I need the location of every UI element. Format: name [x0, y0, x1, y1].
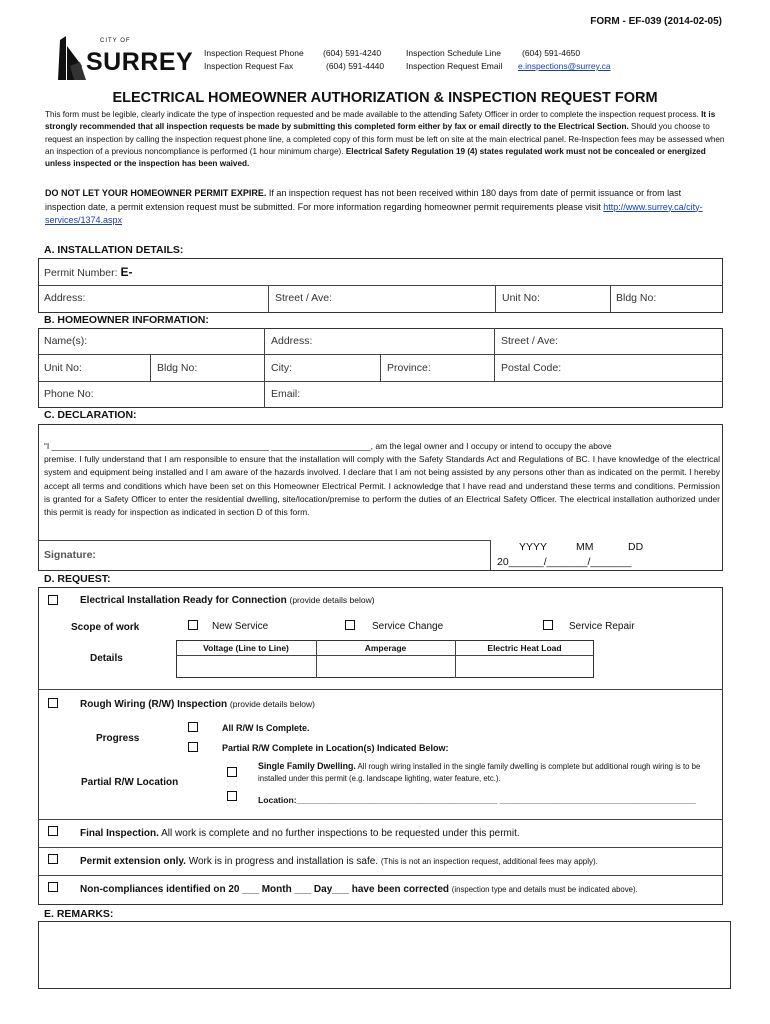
logo-name: SURREY	[86, 48, 194, 76]
details-label: Details	[90, 653, 123, 664]
phone-label: Inspection Request Phone	[204, 48, 304, 58]
section-d-title: D. REQUEST:	[44, 573, 111, 585]
section-b-title: B. HOMEOWNER INFORMATION:	[44, 314, 209, 326]
a-street-field[interactable]: Street / Ave:	[275, 292, 333, 304]
section-a-title: A. INSTALLATION DETAILS:	[44, 244, 184, 256]
b-province-field[interactable]: Province:	[387, 362, 431, 374]
eir-label: Electrical Installation Ready for Connection (provide details below)	[80, 595, 375, 606]
fax-label: Inspection Request Fax	[204, 61, 294, 71]
service-repair-checkbox[interactable]	[543, 620, 553, 630]
intro-paragraph: This form must be legible, clearly indicate the type of inspection requested and be made available to the attending Safety Officer in order to complete the inspection request process. It is strongly recommended that all inspection requests be made by submitting this completed form either by fax or email directly to the Electrical Section. Should you choose to request an inspection by calling the inspection request phone line, a completed copy of this form must be left on site at the main electrical panel. Re-Inspection fees may be assessed when an inspection of a previous noncompliance is performed (1 hour minimum charge). Electrical Safety Regulation 19 (4) states regulated work must not be concealed or energized unless inspected or the inspection has been waived.	[45, 110, 725, 169]
final-label: Final Inspection. All work is complete and no further inspections to be requested under this permit.	[80, 828, 520, 839]
form-id: FORM - EF-039 (2014-02-05)	[590, 16, 722, 27]
noncompliance-label: Non-compliances identified on 20 ___ Month ___ Day___ have been corrected (inspection type and details must be indicated above).	[80, 884, 638, 895]
all-rw-label: All R/W Is Complete.	[222, 723, 310, 733]
partial-rw-checkbox[interactable]	[188, 742, 198, 752]
rw-checkbox[interactable]	[48, 698, 58, 708]
email-link[interactable]: e.inspections@surrey.ca	[518, 61, 611, 71]
voltage-header: Voltage (Line to Line)	[203, 643, 289, 653]
noncompliance-checkbox[interactable]	[48, 882, 58, 892]
service-change-checkbox[interactable]	[345, 620, 355, 630]
date-field[interactable]: 20______/_______/_______	[497, 556, 632, 568]
b-unit-field[interactable]: Unit No:	[44, 362, 82, 374]
schedule-label: Inspection Schedule Line	[406, 48, 501, 58]
extension-label: Permit extension only. Work is in progress and installation is safe. (This is not an inspection request, additional fees may apply).	[80, 856, 598, 867]
surrey-logo	[56, 36, 194, 82]
declaration-body: premise. I fully understand that I am responsible to ensure that the installation will comply with the Safety Standards Act and Regulations of BC. I have knowledge of the electrical system and equipment being installed and I am aware of the hazards involved. I declare that I am not being assisted by any persons other than as indicated on the permit. I hereby accept all terms and conditions which have been set on this Homeowner Electrical Permit. I acknowledge that I have read and understand these terms and conditions. Permission is granted for a Safety Officer to enter the residential dwelling, site/location/premise to perform the duties of an Electrical Safety Officer. The electrical installation authorized under this permit is ready for inspection as indicated in section D of this form.	[44, 454, 720, 518]
section-e-title: E. REMARKS:	[44, 908, 114, 920]
schedule-value: (604) 591-4650	[522, 48, 581, 58]
heat-load-header: Electric Heat Load	[487, 643, 562, 653]
b-city-field[interactable]: City:	[271, 362, 292, 374]
partial-loc-label: Partial R/W Location	[81, 777, 179, 788]
final-checkbox[interactable]	[48, 826, 58, 836]
amperage-header: Amperage	[364, 643, 407, 653]
service-repair-label: Service Repair	[569, 621, 635, 632]
page-title: ELECTRICAL HOMEOWNER AUTHORIZATION & INSPECTION REQUEST FORM	[112, 90, 658, 106]
rw-label: Rough Wiring (R/W) Inspection (provide details below)	[80, 699, 315, 710]
partial-rw-label: Partial R/W Complete in Location(s) Indicated Below:	[222, 743, 449, 753]
location-field[interactable]: Location:__________________________________________ _________________________________________	[258, 795, 696, 805]
fax-value: (604) 591-4440	[326, 61, 385, 71]
a-address-field[interactable]: Address:	[44, 292, 86, 304]
declaration-line1: “I ______________________________________________ _____________________, am the legal owner and I occupy or intend to occupy the above	[44, 441, 612, 451]
location-checkbox[interactable]	[227, 791, 237, 801]
b-bldg-field[interactable]: Bldg No:	[157, 362, 198, 374]
date-mm-label: MM	[576, 541, 594, 553]
city-services-link[interactable]: http://www.surrey.ca/city-services/1374.aspx	[45, 201, 703, 225]
service-change-label: Service Change	[372, 621, 444, 632]
scope-label: Scope of work	[71, 622, 140, 633]
extension-checkbox[interactable]	[48, 854, 58, 864]
remarks-field[interactable]	[38, 921, 731, 989]
logo-city-of: CITY OF	[100, 38, 131, 44]
sfd-checkbox[interactable]	[227, 767, 237, 777]
new-service-checkbox[interactable]	[188, 620, 198, 630]
signature-field[interactable]: Signature:	[44, 549, 96, 561]
voltage-input[interactable]	[177, 656, 315, 677]
heat-load-input[interactable]	[456, 656, 593, 677]
a-unit-field[interactable]: Unit No:	[502, 292, 540, 304]
a-bldg-field[interactable]: Bldg No:	[616, 292, 657, 304]
new-service-label: New Service	[212, 621, 269, 632]
permit-number-field[interactable]: Permit Number: E-	[44, 265, 133, 279]
date-yyyy-label: YYYY	[519, 541, 548, 553]
date-dd-label: DD	[628, 541, 644, 553]
b-names-field[interactable]: Name(s):	[44, 335, 88, 347]
sfd-text: Single Family Dwelling. All rough wiring installed in the single family dwelling is complete but additional rough wiring is to be installed under this permit (e.g. landscape lighting, water feature, etc.).	[258, 761, 701, 783]
b-address-field[interactable]: Address:	[271, 335, 313, 347]
expire-paragraph: DO NOT LET YOUR HOMEOWNER PERMIT EXPIRE. If an inspection request has not been received within 180 days from date of permit issuance or from last inspection date, a permit extension request must be submitted. For more information regarding homeowner permit requirements please visit http://www.surrey.ca/city-services/1374.aspx	[45, 188, 703, 225]
progress-label: Progress	[96, 733, 140, 744]
b-postal-field[interactable]: Postal Code:	[501, 362, 562, 374]
b-email-field[interactable]: Email:	[271, 388, 301, 400]
b-phone-field[interactable]: Phone No:	[44, 388, 94, 400]
amperage-input[interactable]	[317, 656, 454, 677]
all-rw-checkbox[interactable]	[188, 722, 198, 732]
email-label: Inspection Request Email	[406, 61, 503, 71]
phone-value: (604) 591-4240	[323, 48, 382, 58]
b-street-field[interactable]: Street / Ave:	[501, 335, 559, 347]
eir-checkbox[interactable]	[48, 595, 58, 605]
section-c-title: C. DECLARATION:	[44, 409, 137, 421]
